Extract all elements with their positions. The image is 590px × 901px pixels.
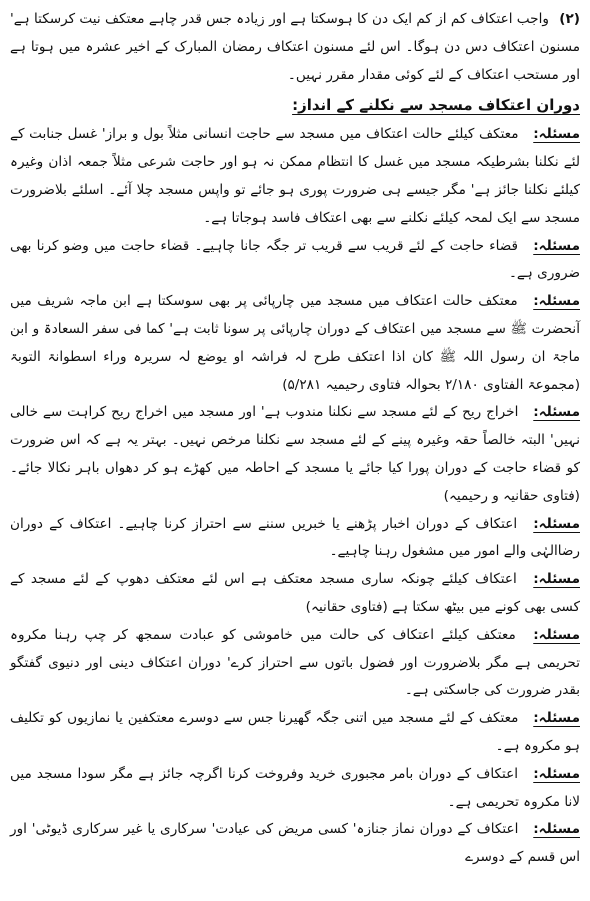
- masala-text: اخراج ریح کے لئے مسجد سے نکلنا مندوب ہے' اور مسجد میں اخراج ریح کراہت سے خالی نہیں' البتہ خالصاً حقہ وغیرہ پینے کے لئے مسجد سے نکلنا مرخص نہیں۔ بہتر یہ ہے کہ اس ضرورت کو قضاء حاجت کے دوران پورا کیا جائے یا مسجد کے احاطہ میں کھڑے ہو کر دھواں باہر نکالا جائے۔ (فتاوی حقانیہ و رحیمیہ): [10, 404, 580, 504]
- masala-label: مسئلہ:: [533, 404, 581, 421]
- masala-label: مسئلہ:: [533, 821, 580, 838]
- masala-item: [10, 566, 580, 622]
- masala-text: معتکف کے لئے مسجد میں اتنی جگہ گھیرنا جس سے دوسرے معتکفین یا نمازیوں کو تکلیف ہو مکروہ ہے۔: [10, 710, 580, 754]
- masala-text: اعتکاف کے دوران اخبار پڑھنے یا خبریں سننے سے احتراز کرنا چاہیے۔ اعتکاف کے دوران رضاالہٰی والے امور میں مشغول رہنا چاہیے۔: [10, 515, 580, 560]
- masala-item: [10, 622, 580, 705]
- intro-paragraph: [10, 6, 580, 89]
- masala-text: معتکف حالت اعتکاف میں مسجد میں چارپائی پر بھی سوسکتا ہے ابن ماجہ شریف میں آنحضرت ﷺ سے مسجد میں اعتکاف کے دوران چارپائی پر سونا ثابت ہے' کما فی سفر السعادۃ و ابن ماجۃ ان رسول اللہ ﷺ کان اذا اعتکف طرح لہ فراشہ او یوضع لہ سریرہ وراء اسطوانۃ التوبۃ (مجموعۃ الفتاوی ۲/۱۸۰ بحوالہ فتاوی رحیمیہ ۵/۲۸۱): [10, 293, 580, 393]
- intro-text: واجب اعتکاف کم از کم ایک دن کا ہوسکتا ہے اور زیادہ جس قدر چاہے معتکف نیت کرسکتا ہے' مسنون اعتکاف دس دن ہوگا۔ اس لئے مسنون اعتکاف رمضان المبارک کے اخیر عشرہ میں ہوتا ہے اور مستحب اعتکاف کے لئے کوئی مقدار مقرر نہیں۔: [10, 11, 580, 83]
- masala-item: [10, 761, 580, 817]
- masala-text: اعتکاف کیلئے چونکہ ساری مسجد معتکف ہے اس لئے معتکف دھوپ کے لئے مسجد کے کسی بھی کونے میں بیٹھ سکتا ہے (فتاوی حقانیہ): [10, 571, 580, 615]
- masala-label: مسئلہ:: [533, 126, 580, 143]
- masala-item: [10, 288, 580, 399]
- masala-label: مسئلہ:: [533, 626, 580, 643]
- masala-label: مسئلہ:: [533, 571, 580, 588]
- masala-text: معتکف کیلئے حالت اعتکاف میں مسجد سے حاجت انسانی مثلاً بول و براز' غسل جنابت کے لئے نکلنا بشرطیکہ مسجد میں غسل کا انتظام ممکن نہ ہو اور حاجت شرعی مثلاً جمعہ اذان وغیرہ کیلئے نکلنا جائز ہے' مگر جیسے ہی ضرورت پوری ہو جائے تو واپس مسجد چلا آئے۔ اسلئے بلاضرورت مسجد سے ایک لمحہ کیلئے نکلنے سے بھی اعتکاف فاسد ہوجاتا ہے۔: [10, 126, 580, 226]
- section-heading: دوران اعتکاف مسجد سے نکلنے کے انداز:: [292, 96, 580, 115]
- masala-item: [10, 399, 580, 510]
- masala-text: معتکف کیلئے اعتکاف کی حالت میں خاموشی کو عبادت سمجھ کر چپ رہنا مکروہ تحریمی ہے مگر بلاضرورت اور فضول باتوں سے احتراز کرے' دوران اعتکاف دینی اور دنیوی گفتگو بقدر ضرورت کی جاسکتی ہے۔: [10, 626, 580, 699]
- masala-item: [10, 233, 580, 289]
- masala-label: مسئلہ:: [533, 293, 580, 310]
- masala-item: [10, 511, 580, 567]
- masala-label: مسئلہ:: [533, 765, 580, 782]
- paragraph-number: (۲): [559, 11, 580, 27]
- masala-text: اعتکاف کے دوران نماز جنازہ' کسی مریض کی عیادت' سرکاری یا غیر سرکاری ڈیوٹی' اور اس قسم کے دوسرے: [10, 821, 580, 866]
- masala-text: اعتکاف کے دوران بامر مجبوری خرید وفروخت کرنا اگرچہ جائز ہے مگر سودا مسجد میں لانا مکروہ تحریمی ہے۔: [10, 765, 580, 810]
- masala-label: مسئلہ:: [533, 710, 580, 727]
- masala-label: مسئلہ:: [533, 515, 580, 532]
- masala-label: مسئلہ:: [533, 237, 580, 254]
- masala-item: [10, 816, 580, 872]
- masala-text: قضاء حاجت کے لئے قریب سے قریب تر جگہ جانا چاہیے۔ قضاء حاجت میں وضو کرنا بھی ضروری ہے۔: [10, 237, 580, 282]
- masala-item: [10, 121, 580, 232]
- masala-item: [10, 705, 580, 761]
